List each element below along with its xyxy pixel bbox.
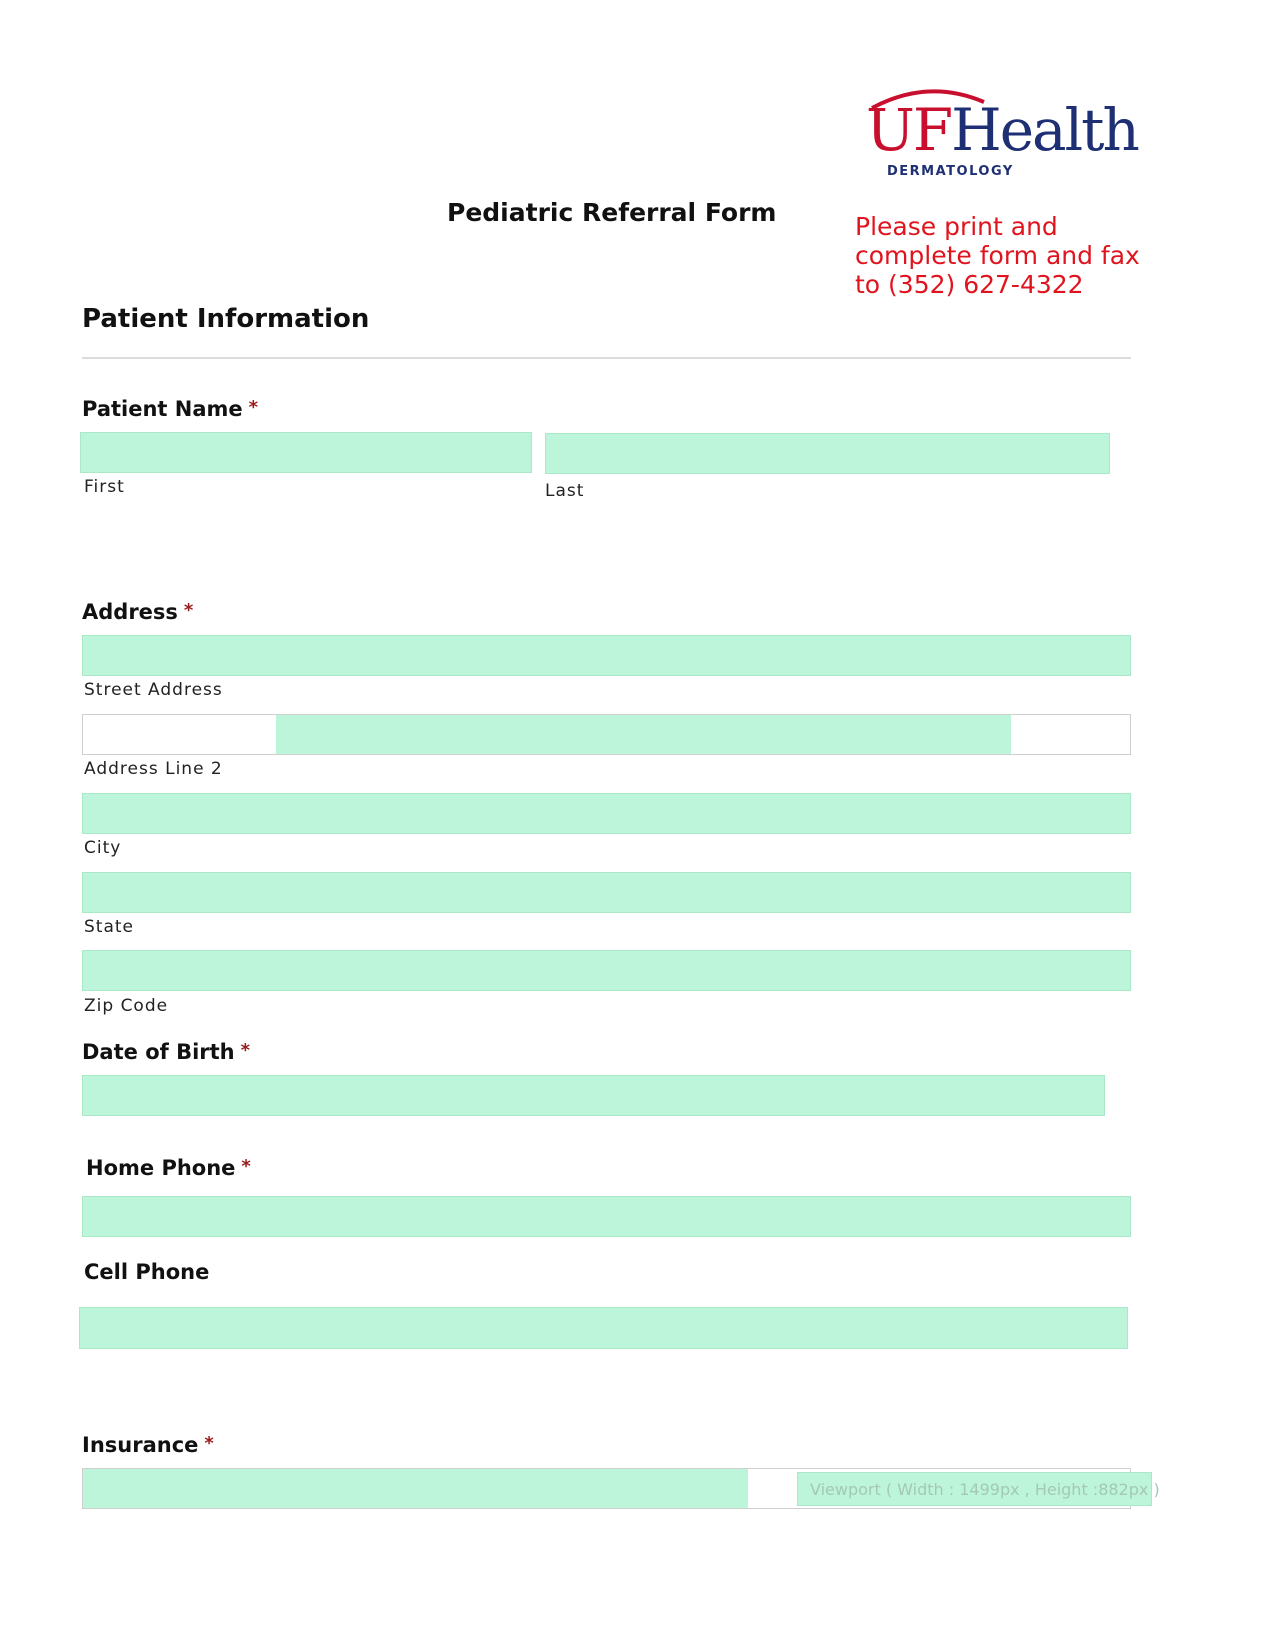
address-label-text: Address	[82, 600, 178, 624]
zip-code-input[interactable]	[82, 950, 1131, 991]
dob-input[interactable]	[82, 1075, 1105, 1116]
cell-phone-label: Cell Phone	[84, 1260, 210, 1284]
section-divider	[82, 357, 1131, 359]
insurance-label-text: Insurance	[82, 1433, 199, 1457]
first-name-sublabel: First	[84, 477, 125, 497]
street-address-sublabel: Street Address	[84, 680, 223, 700]
city-input[interactable]	[82, 793, 1131, 834]
address-line-2-sublabel: Address Line 2	[84, 759, 223, 779]
city-sublabel: City	[84, 838, 122, 858]
fax-instructions: Please print and complete form and fax to (352) 627-4322	[855, 212, 1140, 299]
first-name-input[interactable]	[80, 432, 532, 473]
state-sublabel: State	[84, 917, 134, 937]
address-label	[82, 600, 193, 624]
zip-code-sublabel: Zip Code	[84, 996, 169, 1016]
address-line-2-input[interactable]	[82, 714, 1131, 755]
patient-name-label	[82, 397, 258, 421]
logo-uf-text: UF	[866, 96, 952, 164]
street-address-input[interactable]	[82, 635, 1131, 676]
state-input[interactable]	[82, 872, 1131, 913]
dob-label-text: Date of Birth	[82, 1040, 235, 1064]
required-asterisk: *	[204, 1433, 214, 1454]
form-title: Pediatric Referral Form	[447, 198, 777, 227]
viewport-badge	[797, 1472, 1160, 1506]
home-phone-label	[86, 1156, 251, 1180]
logo-wordmark	[866, 96, 1138, 164]
required-asterisk: *	[240, 1040, 251, 1061]
logo-subtitle: DERMATOLOGY	[887, 164, 1014, 179]
required-asterisk: *	[183, 600, 194, 621]
cell-phone-input[interactable]	[79, 1307, 1128, 1349]
viewport-note: Viewport ( Width : 1499px , Height :882px )	[810, 1480, 1160, 1499]
section-title: Patient Information	[82, 304, 370, 334]
dob-label	[82, 1040, 250, 1064]
home-phone-label-text: Home Phone	[86, 1156, 236, 1180]
patient-name-label-text: Patient Name	[82, 397, 243, 421]
home-phone-input[interactable]	[82, 1196, 1131, 1237]
required-asterisk: *	[248, 397, 259, 418]
logo-health-text: Health	[951, 96, 1138, 164]
insurance-label	[82, 1433, 214, 1457]
insurance-highlight	[83, 1469, 748, 1508]
required-asterisk: *	[241, 1156, 251, 1177]
last-name-sublabel: Last	[545, 481, 585, 501]
last-name-input[interactable]	[545, 433, 1110, 474]
address-line-2-highlight	[276, 715, 1011, 754]
